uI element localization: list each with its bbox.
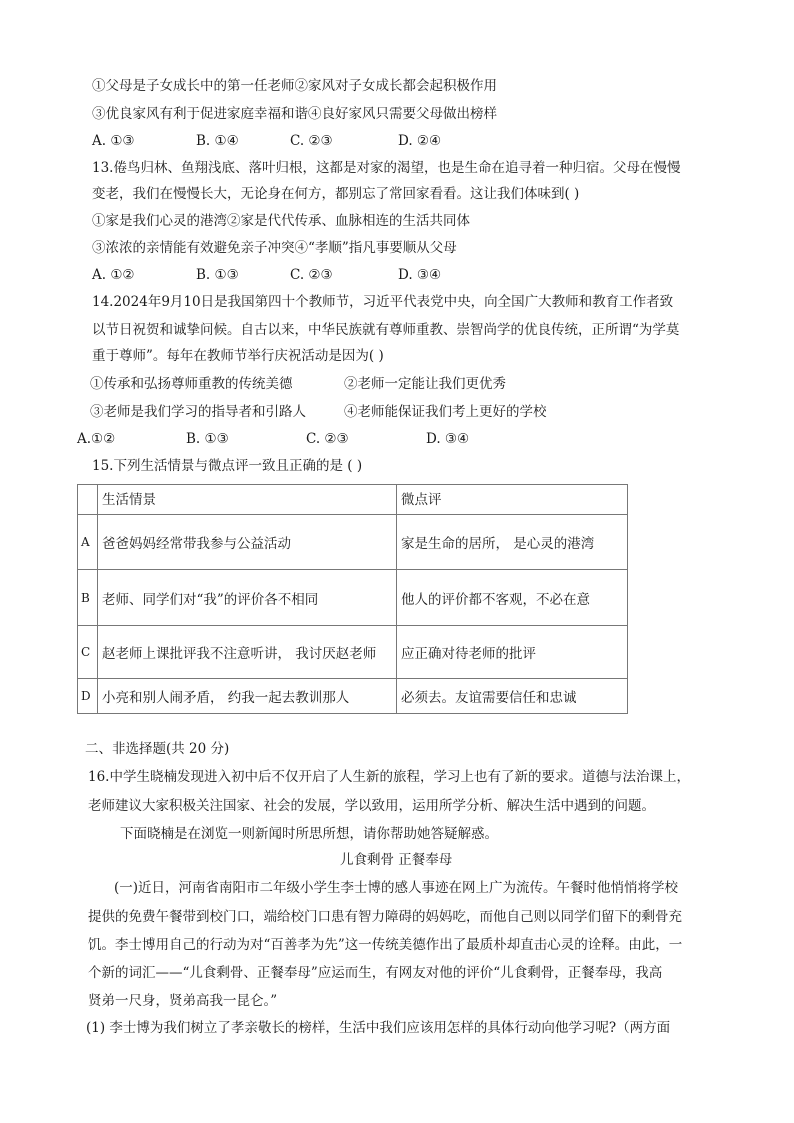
row-comment: 他人的评价都不客观，不必在意: [397, 570, 628, 626]
q14-item-3: ③老师是我们学习的指导者和引路人: [90, 404, 306, 420]
q13-option-d[interactable]: D. ③④: [398, 267, 442, 283]
q16-stem-line-1: 16.中学生晓楠发现进入初中后不仅开启了人生新的旅程，学习上也有了新的要求。道德与法治课上，: [88, 769, 690, 785]
q13-statement-line-1: ①家是我们心灵的港湾②家是代代传承、血脉相连的生活共同体: [92, 213, 470, 229]
row-scene: 老师、同学们对“我”的评价各不相同: [98, 570, 397, 626]
news-title: 儿食剩骨 正餐奉母: [340, 852, 453, 868]
row-label: B: [78, 570, 98, 626]
q14-item-4: ④老师能保证我们考上更好的学校: [344, 404, 547, 420]
row-comment: 应正确对待老师的批评: [397, 626, 628, 679]
row-label: C: [78, 626, 98, 679]
q15-stem: 15.下列生活情景与微点评一致且正确的是 ( ): [92, 458, 363, 474]
row-label: D: [78, 679, 98, 714]
q12-option-c[interactable]: C. ②③: [290, 133, 333, 149]
q14-option-a[interactable]: A.①②: [77, 431, 116, 447]
q12-statement-line-1: ①父母是子女成长中的第一任老师②家风对子女成长都会起积极作用: [92, 78, 497, 94]
row-label: A: [78, 515, 98, 570]
row-scene: 赵老师上课批评我不注意听讲， 我讨厌赵老师: [98, 626, 397, 679]
q16-stem-line-3: 下面晓楠是在浏览一则新闻时所思所想，请你帮助她答疑解惑。: [120, 826, 498, 842]
q14-option-d[interactable]: D. ③④: [426, 431, 470, 447]
row-scene: 爸爸妈妈经常带我参与公益活动: [98, 515, 397, 570]
q12-option-d[interactable]: D. ②④: [398, 133, 442, 149]
q14-option-c[interactable]: C. ②③: [306, 431, 349, 447]
q14-item-2: ②老师一定能让我们更优秀: [344, 376, 506, 392]
q13-option-a[interactable]: A. ①②: [92, 267, 135, 283]
row-comment: 家是生命的居所， 是心灵的港湾: [397, 515, 628, 570]
section-heading: 二、非选择题(共 20 分): [85, 741, 230, 757]
table-header-row: [78, 485, 628, 515]
q14-stem-line-2: 以节日祝贺和诚挚问候。自古以来，中华民族就有尊师重教、崇智尚学的优良传统，正所谓“为学莫: [92, 322, 680, 338]
news-paragraph-line-5: 贤弟一尺身，贤弟高我一昆仑。”: [88, 993, 278, 1009]
q16-stem-line-2: 老师建议大家积极关注国家、社会的发展，学以致用，运用所学分析、解决生活中遇到的问题。: [88, 798, 655, 814]
q12-option-a[interactable]: A. ①③: [92, 133, 135, 149]
q13-stem-line-2: 变老，我们在慢慢长大，无论身在何方，都别忘了常回家看看。这让我们体味到( ): [92, 186, 580, 202]
q14-stem-line-3: 重于尊师”。每年在教师节举行庆祝活动是因为( ): [92, 348, 384, 364]
q15-table: [77, 484, 628, 714]
news-paragraph-line-1: (一)近日，河南省南阳市二年级小学生李士博的感人事迹在网上广为流传。午餐时他悄悄将学校: [114, 880, 679, 896]
news-paragraph-line-3: 饥。李士博用自己的行动为对“百善孝为先”这一传统美德作出了最质朴却直击心灵的诠释。由此，一: [88, 937, 683, 953]
q14-stem-line-1: 14.2024年9月10日是我国第四十个教师节，习近平代表党中央，向全国广大教师和教育工作者致: [92, 294, 674, 310]
q13-statement-line-2: ③浓浓的亲情能有效避免亲子冲突④“孝顺”指凡事要顺从父母: [92, 240, 457, 256]
q12-statement-line-2: ③优良家风有利于促进家庭幸福和谐④良好家风只需要父母做出榜样: [92, 106, 497, 122]
news-paragraph-line-2: 提供的免费午餐带到校门口，端给校门口患有智力障碍的妈妈吃，而他自己则以同学们留下的剩骨充: [88, 909, 682, 925]
row-scene: 小亮和别人闹矛盾， 约我一起去教训那人: [98, 679, 397, 714]
table-row[interactable]: [78, 515, 628, 570]
q12-option-b[interactable]: B. ①④: [196, 133, 239, 149]
news-paragraph-line-4: 个新的词汇——“儿食剩骨、正餐奉母”应运而生，有网友对他的评价“儿食剩骨，正餐奉母，我高: [88, 965, 663, 981]
q13-option-c[interactable]: C. ②③: [290, 267, 333, 283]
q14-option-b[interactable]: B. ①③: [186, 431, 229, 447]
table-row[interactable]: [78, 626, 628, 679]
table-header-scene: 生活情景: [98, 485, 397, 515]
q13-option-b[interactable]: B. ①③: [196, 267, 239, 283]
q16-sub-question-1: (1) 李士博为我们树立了孝亲敬长的榜样，生活中我们应该用怎样的具体行动向他学习呢?（两方面: [86, 1020, 671, 1036]
q13-stem-line-1: 13.倦鸟归林、鱼翔浅底、落叶归根，这都是对家的渴望，也是生命在追寻着一种归宿。父母在慢慢: [92, 160, 681, 176]
table-header-corner: [78, 485, 98, 515]
table-row[interactable]: [78, 679, 628, 714]
table-header-comment: 微点评: [397, 485, 628, 515]
row-comment: 必须去。友谊需要信任和忠诚: [397, 679, 628, 714]
q14-item-1: ①传承和弘扬尊师重教的传统美德: [90, 376, 293, 392]
table-row[interactable]: [78, 570, 628, 626]
